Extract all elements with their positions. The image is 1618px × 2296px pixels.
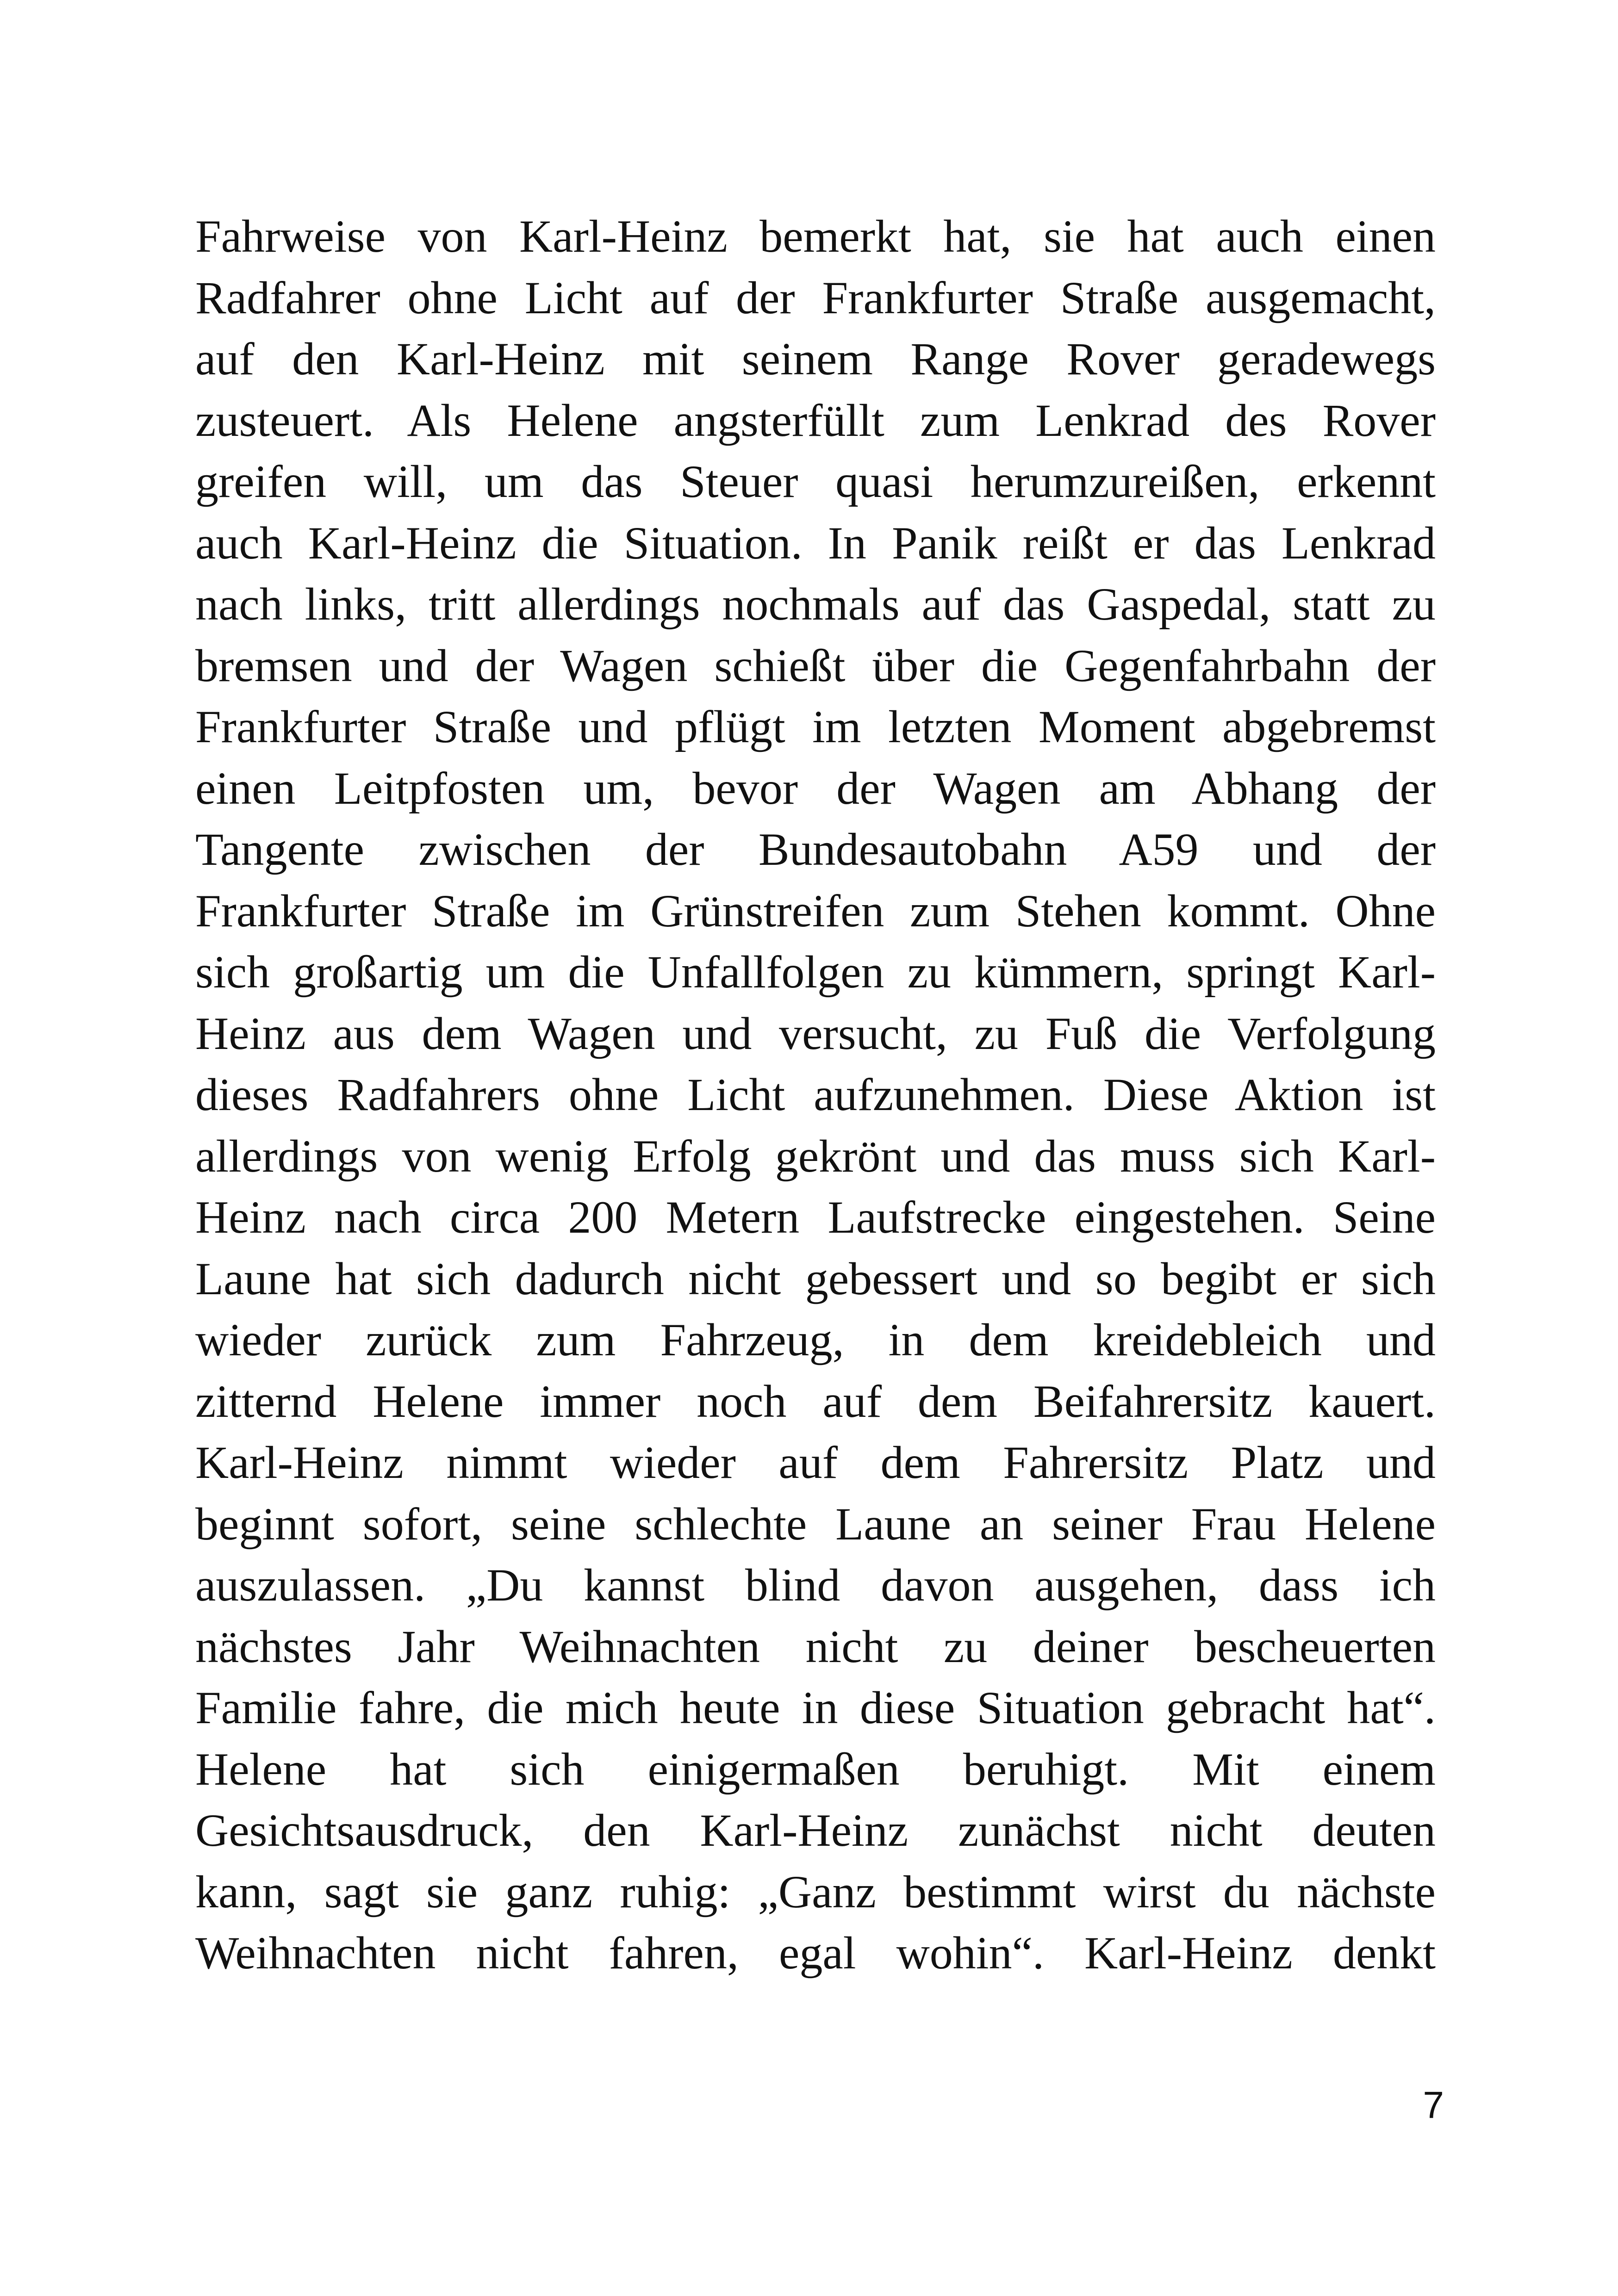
text-line: nächstes Jahr Weihnachten nicht zu deiner bescheuerten xyxy=(195,1620,1436,1672)
text-line: einen Leitpfosten um, bevor der Wagen am Abhang der xyxy=(195,762,1436,814)
text-line: auszulassen. „Du kannst blind davon ausgehen, dass ich xyxy=(195,1559,1436,1611)
text-line: kann, sagt sie ganz ruhig: „Ganz bestimmt wirst du nächste xyxy=(195,1866,1436,1917)
text-line: beginnt sofort, seine schlechte Laune an seiner Frau Helene xyxy=(195,1498,1436,1550)
text-line: Gesichtsausdruck, den Karl-Heinz zunächst nicht deuten xyxy=(195,1805,1436,1856)
text-line: sich großartig um die Unfallfolgen zu kümmern, springt Karl- xyxy=(195,946,1436,998)
text-line: greifen will, um das Steuer quasi herumzureißen, erkennt xyxy=(195,456,1436,507)
body-text xyxy=(195,206,1436,1984)
text-line: Frankfurter Straße und pflügt im letzten Moment abgebremst xyxy=(195,701,1436,752)
text-line: Tangente zwischen der Bundesautobahn A59 und der xyxy=(195,824,1436,875)
text-line: Heinz aus dem Wagen und versucht, zu Fuß die Verfolgung xyxy=(195,1007,1436,1059)
text-line: nach links, tritt allerdings nochmals auf das Gaspedal, statt zu xyxy=(195,578,1436,630)
text-line: bremsen und der Wagen schießt über die Gegenfahrbahn der xyxy=(195,639,1436,691)
text-line: Helene hat sich einigermaßen beruhigt. Mit einem xyxy=(195,1743,1436,1795)
text-line: Weihnachten nicht fahren, egal wohin“. Karl-Heinz denkt xyxy=(195,1927,1436,1979)
text-line: wieder zurück zum Fahrzeug, in dem kreidebleich und xyxy=(195,1314,1436,1365)
text-line: auf den Karl-Heinz mit seinem Range Rover geradewegs xyxy=(195,333,1436,385)
text-line: zusteuert. Als Helene angsterfüllt zum Lenkrad des Rover xyxy=(195,394,1436,446)
text-line: Karl-Heinz nimmt wieder auf dem Fahrersitz Platz und xyxy=(195,1437,1436,1488)
text-line: Radfahrer ohne Licht auf der Frankfurter Straße ausgemacht, xyxy=(195,272,1436,323)
text-line: Laune hat sich dadurch nicht gebessert und so begibt er sich xyxy=(195,1253,1436,1304)
text-line: allerdings von wenig Erfolg gekrönt und das muss sich Karl- xyxy=(195,1130,1436,1182)
text-line: Familie fahre, die mich heute in diese Situation gebracht hat“. xyxy=(195,1682,1436,1733)
text-line: Heinz nach circa 200 Metern Laufstrecke eingestehen. Seine xyxy=(195,1191,1436,1243)
page-number: 7 xyxy=(1423,2084,1444,2126)
text-line: dieses Radfahrers ohne Licht aufzunehmen. Diese Aktion ist xyxy=(195,1069,1436,1120)
text-line: Frankfurter Straße im Grünstreifen zum Stehen kommt. Ohne xyxy=(195,885,1436,937)
text-line: auch Karl-Heinz die Situation. In Panik reißt er das Lenkrad xyxy=(195,517,1436,569)
text-line: zitternd Helene immer noch auf dem Beifahrersitz kauert. xyxy=(195,1375,1436,1427)
text-line: Fahrweise von Karl-Heinz bemerkt hat, sie hat auch einen xyxy=(195,211,1436,262)
